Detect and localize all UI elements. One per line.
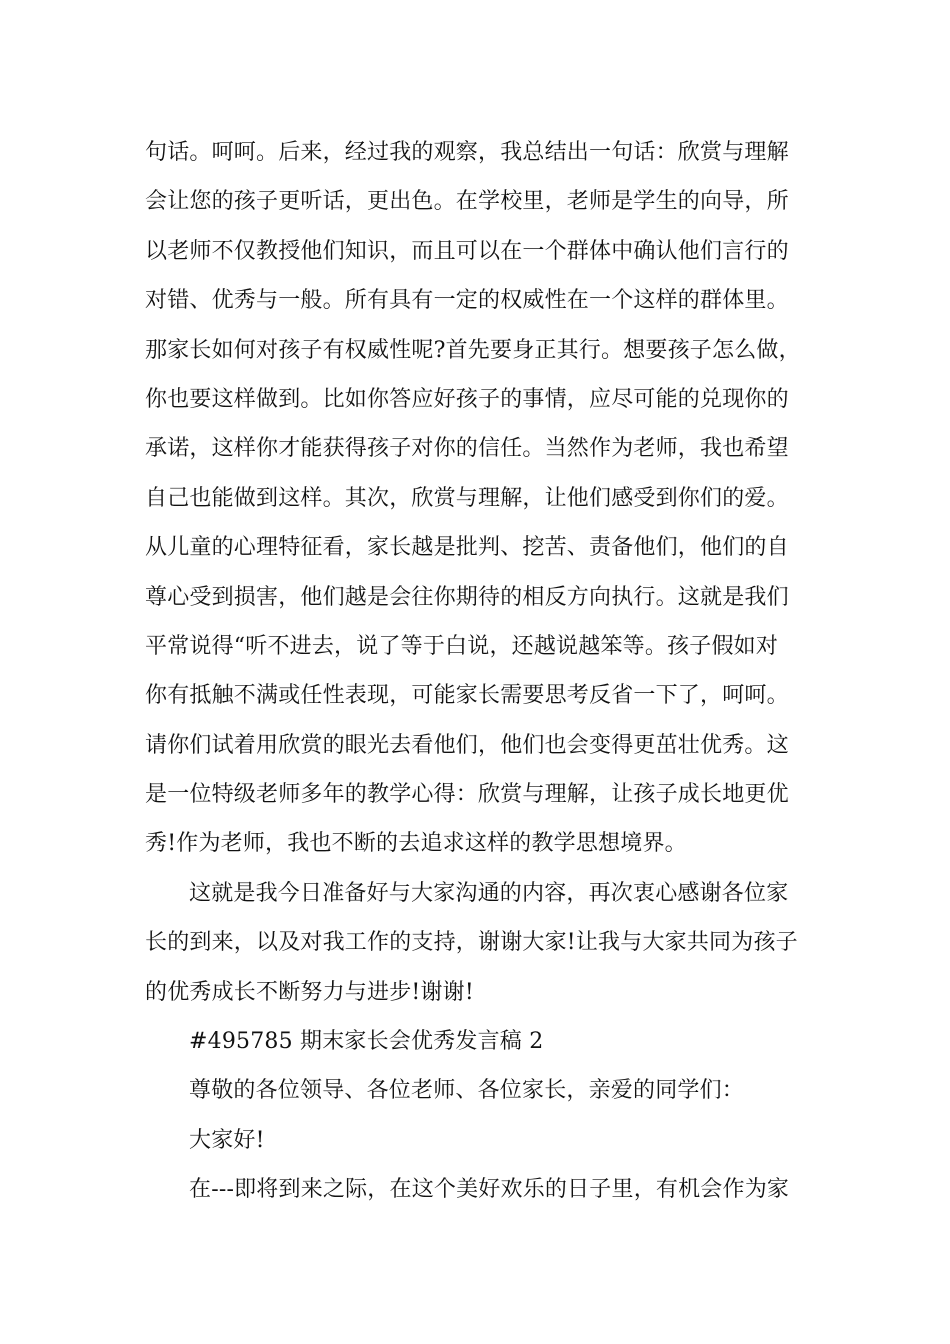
text-line: 句话。呵呵。后来，经过我的观察，我总结出一句话：欣赏与理解 [145,140,789,165]
text-line: 你有抵触不满或任性表现，可能家长需要思考反省一下了，呵呵。 [145,683,789,709]
text-line: 自己也能做到这样。其次，欣赏与理解，让他们感受到你们的爱。 [145,485,789,511]
text-line: 对错、优秀与一般。所有具有一定的权威性在一个这样的群体里。 [145,288,789,314]
text-line: 秀!作为老师，我也不断的去追求这样的教学思想境界。 [145,831,687,857]
text-line: 以老师不仅教授他们知识，而且可以在一个群体中确认他们言行的 [145,238,789,264]
text-line: 长的到来，以及对我工作的支持，谢谢大家!让我与大家共同为孩子 [145,930,798,956]
document-body [145,128,810,1215]
text-line: 请你们试着用欣赏的眼光去看他们，他们也会变得更茁壮优秀。这 [145,732,789,758]
text-line: 从儿童的心理特征看，家长越是批判、挖苦、责备他们，他们的自 [145,535,789,561]
salutation-line: 尊敬的各位领导、各位老师、各位家长，亲爱的同学们： [189,1078,745,1104]
section-heading: #495785 期末家长会优秀发言稿 2 [189,1029,544,1055]
paragraph-start-line: 这就是我今日准备好与大家沟通的内容，再次衷心感谢各位家 [189,880,789,906]
text-line: 尊心受到损害，他们越是会往你期待的相反方向执行。这就是我们 [145,584,789,610]
text-line: 承诺，这样你才能获得孩子对你的信任。当然作为老师，我也希望 [145,436,789,462]
text-line: 是一位特级老师多年的教学心得：欣赏与理解，让孩子成长地更优 [145,782,789,808]
paragraph-start-line: 在---即将到来之际，在这个美好欢乐的日子里，有机会作为家 [189,1177,790,1203]
text-line: 会让您的孩子更听话，更出色。在学校里，老师是学生的向导，所 [145,189,789,215]
text-line: 那家长如何对孩子有权威性呢?首先要身正其行。想要孩子怎么做， [145,337,801,363]
greeting-line: 大家好! [189,1127,265,1153]
text-line: 平常说得“听不进去，说了等于白说，还越说越笨等。孩子假如对 [145,633,779,659]
text-line: 的优秀成长不断努力与进步!谢谢! [145,979,474,1005]
text-line: 你也要这样做到。比如你答应好孩子的事情，应尽可能的兑现你的 [145,386,789,412]
